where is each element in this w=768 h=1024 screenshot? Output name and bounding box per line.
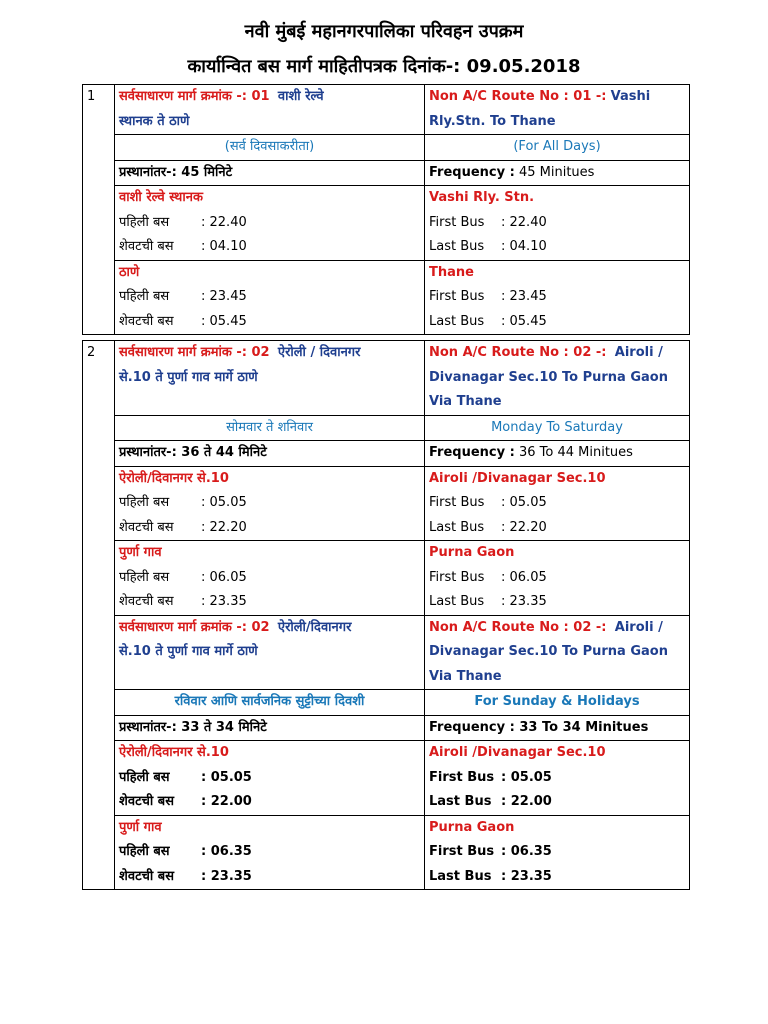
last-bus-time: 22.00 [510, 794, 552, 809]
table-row [83, 715, 690, 741]
stop-name-en: Thane [429, 264, 474, 280]
first-bus-label: पहिली बस [119, 495, 170, 510]
table-row [83, 415, 690, 441]
first-bus-label: First Bus [429, 289, 485, 304]
table-row [83, 341, 690, 416]
last-bus-label: शेवटची बस [119, 594, 174, 609]
last-bus-time: 23.35 [209, 594, 247, 609]
route-name-en: Vashi [610, 89, 651, 104]
route-title-en [425, 341, 690, 416]
stop-name-mr: पुर्णा गाव [119, 545, 162, 560]
table-row [83, 441, 690, 467]
stop-name-mr: ऐरोली/दिवानगर से.10 [119, 470, 229, 486]
first-bus-label: पहिली बस [119, 214, 170, 230]
days-mr: रविवार आणि सार्वजनिक सुट्टीच्या दिवशी [115, 690, 425, 716]
frequency-label: Frequency : [429, 164, 515, 180]
last-bus-label: Last Bus [429, 239, 485, 254]
stop-name-en: Vashi Rly. Stn. [429, 190, 535, 205]
table-row [83, 260, 690, 335]
route-prefix-en: Non A/C Route No : 02 -: [429, 619, 607, 635]
frequency-value: 45 Minitues [518, 164, 595, 180]
stop-mr: पुर्णा गाव पहिली बस : 06.35 शेवटची बस : 23.35 [115, 815, 425, 890]
frequency-label: Frequency : [429, 719, 515, 735]
table-row [83, 85, 690, 135]
table-row [83, 466, 690, 541]
route-title-mr [115, 615, 425, 690]
stop-en: Vashi Rly. Stn. First Bus : 22.40 Last Bus : 04.10 [425, 186, 690, 261]
frequency-en [425, 160, 690, 186]
route-name-mr-cont: से.10 ते पुर्णा गाव मार्गे ठाणे [119, 369, 258, 385]
stop-name-mr: ठाणे [119, 264, 140, 280]
frequency-mr: प्रस्थानांतर-: 33 ते 34 मिनिटे [115, 715, 425, 741]
last-bus-time: 22.20 [209, 519, 247, 535]
route-title-mr [115, 341, 425, 416]
route-number: 1 [83, 85, 115, 335]
table-row [83, 690, 690, 716]
last-bus-time: 23.35 [509, 594, 547, 609]
frequency-mr: प्रस्थानांतर-: 36 ते 44 मिनिटे [115, 441, 425, 467]
page-subtitle: कार्यान्वित बस मार्ग माहितीपत्रक दिनांक-: 09.05.2018 [187, 56, 581, 77]
first-bus-time: 06.05 [509, 569, 547, 585]
last-bus-time: 05.45 [209, 313, 247, 329]
days-en: (For All Days) [425, 135, 690, 161]
last-bus-label: Last Bus [429, 313, 485, 329]
first-bus-label: पहिली बस [119, 769, 170, 785]
stop-mr: ऐरोली/दिवानगर से.10 पहिली बस : 05.05 शेवटची बस : 22.20 [115, 466, 425, 541]
stop-en: Airoli /Divanagar Sec.10 First Bus : 05.05 Last Bus : 22.00 [425, 741, 690, 816]
first-bus-label: पहिली बस [119, 569, 170, 585]
table-row [83, 186, 690, 261]
stop-name-en: Airoli /Divanagar Sec.10 [429, 470, 606, 486]
days-en: Monday To Saturday [425, 415, 690, 441]
last-bus-label: Last Bus [429, 594, 485, 609]
frequency-value: 33 To 34 Minitues [519, 719, 649, 735]
table-row [83, 615, 690, 690]
frequency-en [425, 715, 690, 741]
frequency-value: 36 To 44 Minitues [518, 445, 633, 460]
last-bus-label: शेवटची बस [119, 794, 174, 809]
route-prefix-en: Non A/C Route No : 02 -: [429, 345, 607, 360]
last-bus-label: शेवटची बस [119, 519, 174, 535]
page-title: नवी मुंबई महानगरपालिका परिवहन उपक्रम [244, 21, 524, 42]
first-bus-label: पहिली बस [119, 844, 170, 859]
first-bus-time: 06.35 [510, 844, 552, 859]
first-bus-time: 06.35 [210, 844, 252, 859]
table-row [83, 541, 690, 616]
first-bus-time: 05.05 [509, 495, 547, 510]
stop-name-mr: वाशी रेल्वे स्थानक [119, 190, 203, 205]
first-bus-label: First Bus [429, 214, 485, 230]
last-bus-time: 04.10 [509, 239, 547, 254]
table-row [83, 135, 690, 161]
table-row [83, 160, 690, 186]
first-bus-label: पहिली बस [119, 289, 170, 304]
route-2-table [82, 340, 690, 890]
route-number: 2 [83, 341, 115, 890]
first-bus-time: 05.05 [209, 495, 247, 510]
stop-name-mr: ऐरोली/दिवानगर से.10 [119, 745, 229, 760]
first-bus-label: First Bus [429, 495, 485, 510]
route-name-en-cont: Divanagar Sec.10 To Purna Gaon [429, 644, 668, 659]
route-name-en-cont: Via Thane [429, 394, 502, 409]
stop-mr: वाशी रेल्वे स्थानक पहिली बस : 22.40 शेवटची बस : 04.10 [115, 186, 425, 261]
route-name-en-cont: Via Thane [429, 668, 502, 684]
route-1-table [82, 84, 690, 335]
first-bus-label: First Bus [429, 569, 485, 585]
table-row [83, 741, 690, 816]
first-bus-time: 05.05 [210, 769, 252, 785]
last-bus-label: शेवटची बस [119, 313, 174, 329]
first-bus-time: 23.45 [209, 289, 247, 304]
stop-en: Thane First Bus : 23.45 Last Bus : 05.45 [425, 260, 690, 335]
first-bus-label: First Bus [429, 769, 495, 785]
route-prefix-mr: सर्वसाधारण मार्ग क्रमांक -: 02 [119, 345, 270, 360]
table-row [83, 815, 690, 890]
stop-name-en: Airoli /Divanagar Sec.10 [429, 745, 606, 760]
route-name-mr: वाशी रेल्वे [277, 89, 324, 104]
route-prefix-mr: सर्वसाधारण मार्ग क्रमांक -: 01 [119, 89, 270, 104]
stop-mr: पुर्णा गाव पहिली बस : 06.05 शेवटची बस : 23.35 [115, 541, 425, 616]
route-name-en: Airoli / [614, 345, 663, 360]
first-bus-time: 05.05 [510, 769, 552, 785]
last-bus-time: 23.35 [510, 868, 552, 884]
route-name-mr-cont: से.10 ते पुर्णा गाव मार्गे ठाणे [119, 644, 258, 659]
first-bus-time: 22.40 [509, 214, 547, 230]
last-bus-label: Last Bus [429, 519, 485, 535]
last-bus-time: 22.00 [210, 794, 252, 809]
last-bus-time: 23.35 [210, 868, 252, 884]
last-bus-time: 05.45 [509, 313, 547, 329]
frequency-label: Frequency : [429, 445, 515, 460]
route-name-mr: ऐरोली/दिवानगर [277, 619, 352, 635]
route-name-en-cont: Rly.Stn. To Thane [429, 113, 556, 129]
route-name-mr-cont: स्थानक ते ठाणे [119, 113, 190, 129]
last-bus-label: शेवटची बस [119, 868, 174, 884]
stop-mr: ठाणे पहिली बस : 23.45 शेवटची बस : 05.45 [115, 260, 425, 335]
route-name-en-cont: Divanagar Sec.10 To Purna Gaon [429, 369, 668, 385]
days-mr: सोमवार ते शनिवार [115, 415, 425, 441]
days-en: For Sunday & Holidays [425, 690, 690, 716]
last-bus-label: Last Bus [429, 868, 492, 884]
first-bus-time: 22.40 [209, 214, 247, 230]
route-title-en [425, 85, 690, 135]
stop-en: Airoli /Divanagar Sec.10 First Bus : 05.05 Last Bus : 22.20 [425, 466, 690, 541]
stop-name-mr: पुर्णा गाव [119, 819, 162, 835]
frequency-mr: प्रस्थानांतर-: 45 मिनिटे [115, 160, 425, 186]
last-bus-time: 04.10 [209, 239, 247, 254]
route-title-mr [115, 85, 425, 135]
route-title-en [425, 615, 690, 690]
stop-en: Purna Gaon First Bus : 06.35 Last Bus : 23.35 [425, 815, 690, 890]
first-bus-time: 23.45 [509, 289, 547, 304]
route-prefix-mr: सर्वसाधारण मार्ग क्रमांक -: 02 [119, 619, 270, 635]
stop-name-en: Purna Gaon [429, 819, 515, 835]
last-bus-label: Last Bus [429, 794, 492, 809]
days-mr: (सर्व दिवसाकरीता) [115, 135, 425, 161]
route-prefix-en: Non A/C Route No : 01 -: [429, 89, 607, 104]
route-name-en: Airoli / [614, 619, 663, 635]
route-name-mr: ऐरोली / दिवानगर [277, 345, 361, 360]
stop-name-en: Purna Gaon [429, 545, 515, 560]
stop-en: Purna Gaon First Bus : 06.05 Last Bus : 23.35 [425, 541, 690, 616]
first-bus-label: First Bus [429, 844, 495, 859]
last-bus-label: शेवटची बस [119, 239, 174, 254]
frequency-en [425, 441, 690, 467]
first-bus-time: 06.05 [209, 569, 247, 585]
stop-mr: ऐरोली/दिवानगर से.10 पहिली बस : 05.05 शेवटची बस : 22.00 [115, 741, 425, 816]
last-bus-time: 22.20 [509, 519, 547, 535]
